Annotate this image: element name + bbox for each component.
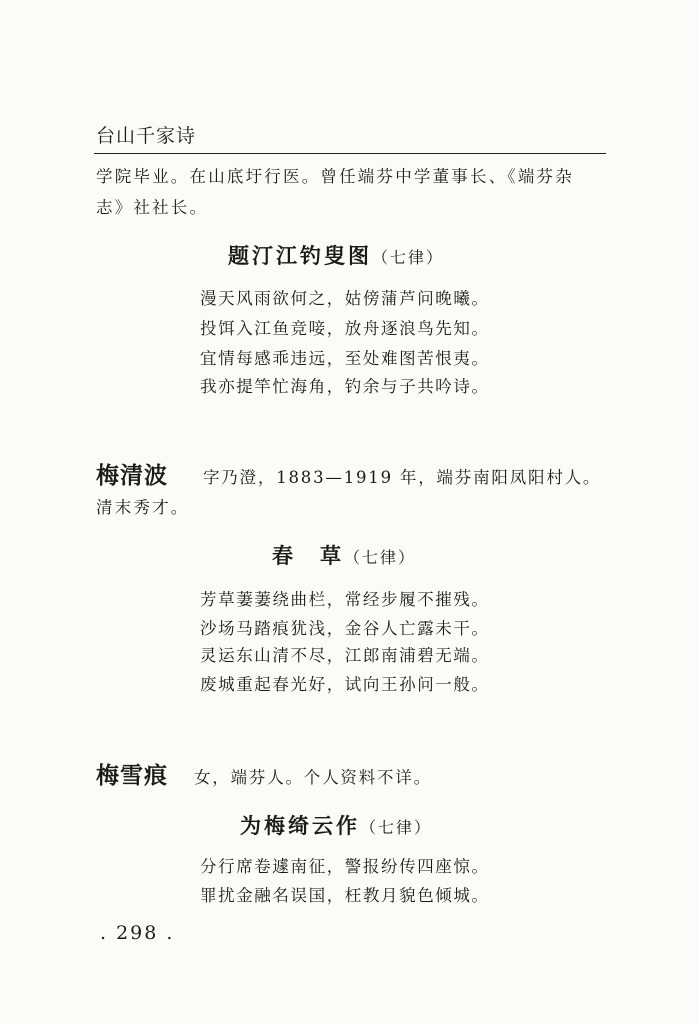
header-rule bbox=[94, 153, 606, 154]
poem-form-label: （七律） bbox=[344, 548, 417, 567]
author-name: 梅清波 bbox=[96, 463, 168, 489]
verse-line: 罪扰金融名误国，枉教月貌色倾城。 bbox=[200, 886, 490, 905]
intro-line-1: 学院毕业。在山底圩行医。曾任端芬中学董事长、《端芬杂 bbox=[96, 167, 574, 186]
author-name: 梅雪痕 bbox=[96, 763, 168, 789]
verse-line: 灵运东山清不尽，江郎南浦碧无端。 bbox=[200, 646, 490, 665]
verse-line: 投饵入江鱼竞唼，放舟逐浪鸟先知。 bbox=[200, 319, 490, 338]
poem-title bbox=[272, 540, 416, 570]
poem-title bbox=[228, 240, 444, 270]
verse-line: 分行席卷遽南征，警报纷传四座惊。 bbox=[200, 857, 490, 876]
page-number: . 298 . bbox=[100, 922, 175, 944]
poem-form-label: （七律） bbox=[372, 248, 445, 267]
author-bio: 女，端芬人。个人资料不详。 bbox=[194, 768, 432, 787]
verse-line: 我亦提竿忙海角，钓余与子共吟诗。 bbox=[200, 377, 490, 396]
intro-line-2: 志》社社长。 bbox=[96, 198, 209, 217]
poem-title-text: 题汀江钓叟图 bbox=[228, 244, 372, 268]
verse-line: 漫天风雨欲何之，姑傍蒲芦问晚曦。 bbox=[200, 289, 490, 308]
verse-line: 废城重起春光好，试向王孙问一般。 bbox=[200, 675, 490, 694]
running-header: 台山千家诗 bbox=[96, 125, 197, 147]
verse-line: 沙场马踏痕犹浅，金谷人亡露未干。 bbox=[200, 619, 490, 638]
poem-form-label: （七律） bbox=[360, 818, 433, 837]
poem-title-text: 春 草 bbox=[272, 544, 344, 568]
verse-line: 芳草萋萋绕曲栏，常经步履不摧残。 bbox=[200, 590, 490, 609]
poem-title-text: 为梅绮云作 bbox=[240, 814, 360, 838]
poem-title bbox=[240, 810, 432, 840]
author-bio: 字乃澄，1883—1919 年，端芬南阳凤阳村人。 bbox=[203, 468, 602, 487]
author-bio-continued: 清末秀才。 bbox=[96, 498, 190, 517]
verse-line: 宜情每感乖违远，至处难图苦恨夷。 bbox=[200, 349, 490, 368]
